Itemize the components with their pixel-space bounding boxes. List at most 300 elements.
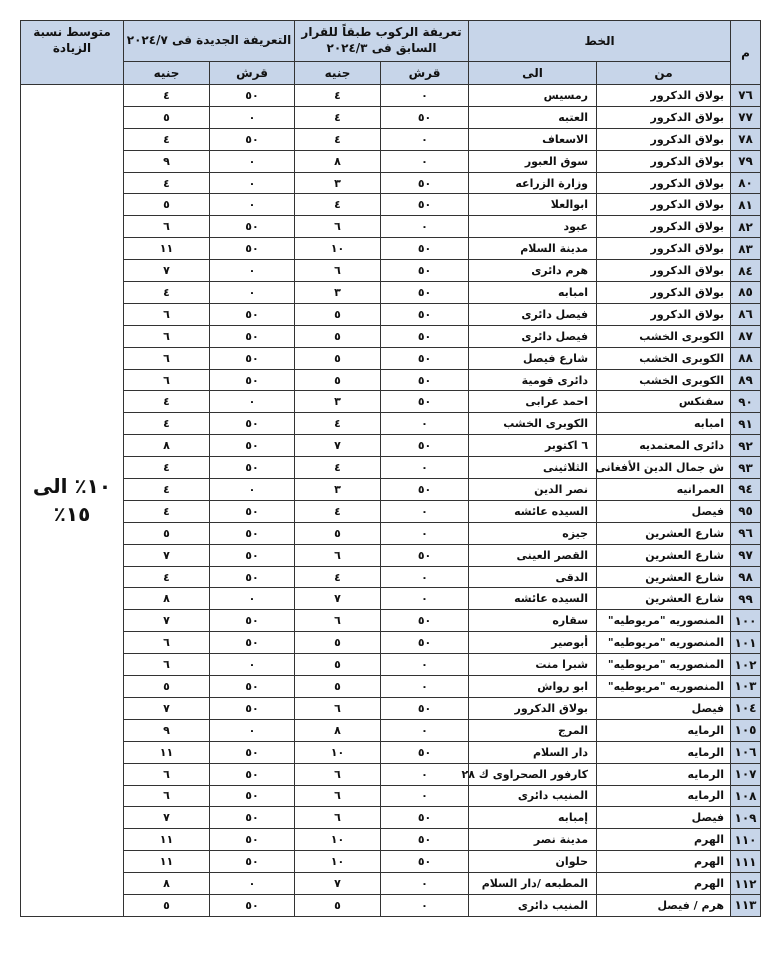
new-fare-piaster: ٥٠ (210, 369, 295, 391)
route-to: مدينة السلام (469, 238, 597, 260)
fare-table (20, 20, 761, 917)
old-fare-pound: ٣ (295, 172, 381, 194)
table-row (21, 500, 761, 522)
table-row (21, 894, 761, 916)
old-fare-piaster: ٠ (381, 566, 469, 588)
old-fare-piaster: ٠ (381, 128, 469, 150)
route-to: الثلاثينى (469, 457, 597, 479)
route-to: الاسعاف (469, 128, 597, 150)
row-number: ١٠٧ (731, 763, 761, 785)
old-fare-pound: ٦ (295, 785, 381, 807)
route-from: المنصوريه "مريوطيه" (597, 632, 731, 654)
new-fare-piaster: ٠ (210, 391, 295, 413)
new-fare-piaster: ٠ (210, 873, 295, 895)
old-fare-pound: ٨ (295, 719, 381, 741)
old-fare-pound: ٥ (295, 522, 381, 544)
route-from: الرمايه (597, 741, 731, 763)
table-row (21, 654, 761, 676)
route-to: دائرى قومية (469, 369, 597, 391)
new-fare-pound: ٤ (124, 457, 210, 479)
new-fare-piaster: ٥٠ (210, 522, 295, 544)
old-fare-pound: ٥ (295, 654, 381, 676)
new-fare-pound: ٥ (124, 194, 210, 216)
old-fare-pound: ٥ (295, 676, 381, 698)
old-fare-pound: ٤ (295, 413, 381, 435)
new-fare-piaster: ٥٠ (210, 566, 295, 588)
old-fare-piaster: ٥٠ (381, 238, 469, 260)
route-from: بولاق الدكرور (597, 128, 731, 150)
row-number: ١٠٩ (731, 807, 761, 829)
route-to: مدينة نصر (469, 829, 597, 851)
old-fare-pound: ٦ (295, 763, 381, 785)
route-from: شارع العشرين (597, 588, 731, 610)
row-number: ٩٥ (731, 500, 761, 522)
table-row (21, 610, 761, 632)
table-row (21, 697, 761, 719)
route-to: العتبه (469, 106, 597, 128)
row-number: ٨٨ (731, 347, 761, 369)
old-fare-pound: ٤ (295, 128, 381, 150)
old-fare-piaster: ٥٠ (381, 479, 469, 501)
row-number: ٨٥ (731, 282, 761, 304)
new-fare-pound: ٦ (124, 654, 210, 676)
new-fare-piaster: ٥٠ (210, 697, 295, 719)
new-fare-pound: ٧ (124, 544, 210, 566)
row-number: ١١١ (731, 851, 761, 873)
fare-table-body (21, 85, 761, 917)
old-fare-pound: ٧ (295, 588, 381, 610)
old-fare-pound: ٥ (295, 325, 381, 347)
old-fare-piaster: ٥٠ (381, 282, 469, 304)
route-to: فيصل دائرى (469, 303, 597, 325)
route-from: بولاق الدكرور (597, 106, 731, 128)
route-to: الدقى (469, 566, 597, 588)
route-from: امبابه (597, 413, 731, 435)
route-from: بولاق الدكرور (597, 194, 731, 216)
new-fare-piaster: ٥٠ (210, 763, 295, 785)
header-num: م (731, 21, 761, 85)
new-fare-piaster: ٠ (210, 719, 295, 741)
route-to: ابو رواش (469, 676, 597, 698)
route-to: وزارة الزراعه (469, 172, 597, 194)
new-fare-piaster: ٥٠ (210, 500, 295, 522)
old-fare-piaster: ٥٠ (381, 369, 469, 391)
table-row (21, 807, 761, 829)
table-row (21, 150, 761, 172)
new-fare-pound: ٨ (124, 873, 210, 895)
old-fare-piaster: ٥٠ (381, 544, 469, 566)
route-to: القصر العينى (469, 544, 597, 566)
row-number: ٧٦ (731, 85, 761, 107)
new-fare-piaster: ٠ (210, 172, 295, 194)
old-fare-pound: ٥ (295, 632, 381, 654)
row-number: ٨٩ (731, 369, 761, 391)
new-fare-piaster: ٠ (210, 282, 295, 304)
new-fare-pound: ٤ (124, 413, 210, 435)
old-fare-piaster: ٠ (381, 894, 469, 916)
row-number: ٩٦ (731, 522, 761, 544)
row-number: ٨٠ (731, 172, 761, 194)
old-fare-piaster: ٥٠ (381, 391, 469, 413)
table-row (21, 676, 761, 698)
route-from: الكوبرى الخشب (597, 369, 731, 391)
new-fare-piaster: ٠ (210, 260, 295, 282)
new-fare-pound: ٤ (124, 282, 210, 304)
old-fare-piaster: ٠ (381, 676, 469, 698)
old-fare-pound: ٤ (295, 194, 381, 216)
route-from: هرم / فيصل (597, 894, 731, 916)
old-fare-piaster: ٠ (381, 873, 469, 895)
route-from: الهرم (597, 829, 731, 851)
table-row (21, 282, 761, 304)
new-fare-piaster: ٥٠ (210, 610, 295, 632)
new-fare-piaster: ٥٠ (210, 347, 295, 369)
header-to: الى (469, 62, 597, 85)
old-fare-piaster: ٠ (381, 413, 469, 435)
old-fare-pound: ١٠ (295, 851, 381, 873)
new-fare-piaster: ٥٠ (210, 325, 295, 347)
route-from: دائرى المعتمديه (597, 435, 731, 457)
route-from: بولاق الدكرور (597, 85, 731, 107)
old-fare-piaster: ٥٠ (381, 829, 469, 851)
old-fare-piaster: ٥٠ (381, 851, 469, 873)
header-line: الخط (469, 21, 731, 62)
route-to: احمد عرابى (469, 391, 597, 413)
old-fare-piaster: ٠ (381, 763, 469, 785)
row-number: ٨٢ (731, 216, 761, 238)
row-number: ٩٠ (731, 391, 761, 413)
row-number: ١٠١ (731, 632, 761, 654)
new-fare-pound: ٥ (124, 894, 210, 916)
route-to: كارفور الصحراوى ك ٢٨ (469, 763, 597, 785)
old-fare-piaster: ٥٠ (381, 172, 469, 194)
old-fare-pound: ٤ (295, 500, 381, 522)
old-fare-pound: ٦ (295, 807, 381, 829)
new-fare-pound: ٤ (124, 479, 210, 501)
old-fare-piaster: ٠ (381, 522, 469, 544)
route-to: رمسيس (469, 85, 597, 107)
route-from: الكوبرى الخشب (597, 347, 731, 369)
route-to: المنيب دائرى (469, 894, 597, 916)
route-to: نصر الدين (469, 479, 597, 501)
table-row (21, 479, 761, 501)
new-fare-pound: ٧ (124, 697, 210, 719)
table-row (21, 303, 761, 325)
table-row (21, 873, 761, 895)
old-fare-pound: ٦ (295, 260, 381, 282)
new-fare-piaster: ٥٠ (210, 741, 295, 763)
new-fare-pound: ٥ (124, 106, 210, 128)
new-fare-piaster: ٥٠ (210, 435, 295, 457)
table-row (21, 544, 761, 566)
route-to: ٦ اكتوبر (469, 435, 597, 457)
row-number: ١٠٣ (731, 676, 761, 698)
new-fare-pound: ١١ (124, 238, 210, 260)
header-from: من (597, 62, 731, 85)
table-row (21, 851, 761, 873)
old-fare-piaster: ٠ (381, 500, 469, 522)
table-row (21, 260, 761, 282)
route-from: الهرم (597, 873, 731, 895)
table-row (21, 369, 761, 391)
table-row (21, 325, 761, 347)
route-from: بولاق الدكرور (597, 282, 731, 304)
old-fare-piaster: ٠ (381, 785, 469, 807)
header-new-fare: التعريفة الجديدة فى ٢٠٢٤/٧ (124, 21, 295, 62)
old-fare-piaster: ٥٠ (381, 303, 469, 325)
new-fare-piaster: ٠ (210, 479, 295, 501)
old-fare-pound: ٥ (295, 369, 381, 391)
row-number: ٧٧ (731, 106, 761, 128)
table-row (21, 763, 761, 785)
route-to: شارع فيصل (469, 347, 597, 369)
old-fare-piaster: ٥٠ (381, 610, 469, 632)
table-row (21, 216, 761, 238)
new-fare-piaster: ٥٠ (210, 128, 295, 150)
new-fare-piaster: ٠ (210, 150, 295, 172)
table-row (21, 632, 761, 654)
new-fare-piaster: ٥٠ (210, 785, 295, 807)
new-fare-pound: ٤ (124, 566, 210, 588)
route-to: الكوبرى الخشب (469, 413, 597, 435)
new-fare-piaster: ٥٠ (210, 676, 295, 698)
new-fare-piaster: ٠ (210, 588, 295, 610)
row-number: ٨١ (731, 194, 761, 216)
route-from: المنصوريه "مريوطيه" (597, 654, 731, 676)
old-fare-piaster: ٠ (381, 719, 469, 741)
route-to: المنيب دائرى (469, 785, 597, 807)
new-fare-piaster: ٥٠ (210, 303, 295, 325)
new-fare-pound: ٧ (124, 610, 210, 632)
route-from: المنصوريه "مريوطيه" (597, 676, 731, 698)
old-fare-piaster: ٠ (381, 457, 469, 479)
old-fare-piaster: ٥٠ (381, 697, 469, 719)
new-fare-piaster: ٥٠ (210, 457, 295, 479)
row-number: ٩٤ (731, 479, 761, 501)
route-from: بولاق الدكرور (597, 216, 731, 238)
new-fare-piaster: ٥٠ (210, 216, 295, 238)
row-number: ١٠٨ (731, 785, 761, 807)
old-fare-piaster: ٥٠ (381, 260, 469, 282)
route-from: بولاق الدكرور (597, 238, 731, 260)
header-old-fare: تعريفة الركوب طبقاً للقرار السابق فى ٢٠٢٤/٣ (295, 21, 469, 62)
old-fare-pound: ١٠ (295, 741, 381, 763)
table-row (21, 128, 761, 150)
new-fare-piaster: ٥٠ (210, 85, 295, 107)
table-row (21, 719, 761, 741)
row-number: ٨٣ (731, 238, 761, 260)
old-fare-pound: ٨ (295, 150, 381, 172)
route-to: ابوالعلا (469, 194, 597, 216)
old-fare-piaster: ٠ (381, 85, 469, 107)
route-from: بولاق الدكرور (597, 150, 731, 172)
route-to: بولاق الدكرور (469, 697, 597, 719)
route-to: المطبعه /دار السلام (469, 873, 597, 895)
old-fare-piaster: ٥٠ (381, 632, 469, 654)
old-fare-pound: ٣ (295, 479, 381, 501)
row-number: ١١٣ (731, 894, 761, 916)
route-to: جيزه (469, 522, 597, 544)
old-fare-piaster: ٥٠ (381, 194, 469, 216)
old-fare-pound: ٦ (295, 544, 381, 566)
row-number: ١٠٤ (731, 697, 761, 719)
table-row (21, 391, 761, 413)
row-number: ١٠٢ (731, 654, 761, 676)
new-fare-pound: ١١ (124, 851, 210, 873)
row-number: ٩١ (731, 413, 761, 435)
route-from: بولاق الدكرور (597, 260, 731, 282)
row-number: ٩٣ (731, 457, 761, 479)
row-number: ٨٧ (731, 325, 761, 347)
old-fare-pound: ٤ (295, 85, 381, 107)
new-fare-pound: ٤ (124, 85, 210, 107)
new-fare-pound: ٩ (124, 150, 210, 172)
route-from: فيصل (597, 697, 731, 719)
old-fare-piaster: ٥٠ (381, 741, 469, 763)
new-fare-pound: ١١ (124, 741, 210, 763)
new-fare-piaster: ٥٠ (210, 544, 295, 566)
route-from: شارع العشرين (597, 566, 731, 588)
new-fare-pound: ٧ (124, 260, 210, 282)
old-fare-piaster: ٥٠ (381, 807, 469, 829)
new-fare-pound: ٥ (124, 522, 210, 544)
table-row (21, 566, 761, 588)
row-number: ٨٤ (731, 260, 761, 282)
route-from: سفنكس (597, 391, 731, 413)
table-row (21, 588, 761, 610)
route-to: سقاره (469, 610, 597, 632)
new-fare-piaster: ٥٠ (210, 413, 295, 435)
old-fare-piaster: ٠ (381, 654, 469, 676)
route-from: بولاق الدكرور (597, 303, 731, 325)
new-fare-piaster: ٥٠ (210, 632, 295, 654)
table-row (21, 522, 761, 544)
header-new-piaster: قرش (210, 62, 295, 85)
route-to: أبوصير (469, 632, 597, 654)
new-fare-pound: ٧ (124, 807, 210, 829)
route-from: الرمايه (597, 785, 731, 807)
new-fare-pound: ٨ (124, 435, 210, 457)
route-from: العمرانيه (597, 479, 731, 501)
route-from: بولاق الدكرور (597, 172, 731, 194)
row-number: ١٠٥ (731, 719, 761, 741)
route-from: المنصوريه "مريوطيه" (597, 610, 731, 632)
table-row (21, 457, 761, 479)
route-from: فيصل (597, 807, 731, 829)
table-row (21, 347, 761, 369)
new-fare-pound: ٦ (124, 369, 210, 391)
old-fare-piaster: ٥٠ (381, 106, 469, 128)
row-number: ١١٢ (731, 873, 761, 895)
route-to: امبابه (469, 282, 597, 304)
route-from: الكوبرى الخشب (597, 325, 731, 347)
new-fare-pound: ٦ (124, 763, 210, 785)
new-fare-piaster: ٥٠ (210, 807, 295, 829)
route-from: شارع العشرين (597, 544, 731, 566)
old-fare-pound: ٦ (295, 697, 381, 719)
route-to: المرج (469, 719, 597, 741)
route-from: شارع العشرين (597, 522, 731, 544)
row-number: ٨٦ (731, 303, 761, 325)
row-number: ١٠٦ (731, 741, 761, 763)
route-from: الرمايه (597, 763, 731, 785)
old-fare-pound: ٥ (295, 894, 381, 916)
row-number: ٩٨ (731, 566, 761, 588)
route-to: فيصل دائرى (469, 325, 597, 347)
table-row (21, 785, 761, 807)
route-from: ش جمال الدين الأفغانى (597, 457, 731, 479)
new-fare-pound: ٩ (124, 719, 210, 741)
new-fare-pound: ٦ (124, 632, 210, 654)
table-row (21, 85, 761, 107)
new-fare-pound: ٥ (124, 676, 210, 698)
row-number: ٧٩ (731, 150, 761, 172)
new-fare-pound: ٤ (124, 391, 210, 413)
route-to: السيده عائشه (469, 588, 597, 610)
old-fare-piaster: ٠ (381, 216, 469, 238)
header-old-piaster: قرش (381, 62, 469, 85)
old-fare-pound: ٤ (295, 106, 381, 128)
old-fare-pound: ٣ (295, 282, 381, 304)
old-fare-piaster: ٥٠ (381, 347, 469, 369)
old-fare-pound: ٦ (295, 610, 381, 632)
table-row (21, 194, 761, 216)
avg-increase-value: ١٠٪ الى ١٥٪ (21, 85, 124, 917)
new-fare-piaster: ٥٠ (210, 851, 295, 873)
route-to: إمبابه (469, 807, 597, 829)
route-to: شبرا منت (469, 654, 597, 676)
old-fare-pound: ٣ (295, 391, 381, 413)
row-number: ٩٧ (731, 544, 761, 566)
old-fare-pound: ٤ (295, 457, 381, 479)
row-number: ١٠٠ (731, 610, 761, 632)
old-fare-pound: ٤ (295, 566, 381, 588)
route-to: حلوان (469, 851, 597, 873)
new-fare-pound: ٦ (124, 325, 210, 347)
old-fare-piaster: ٠ (381, 150, 469, 172)
new-fare-piaster: ٠ (210, 194, 295, 216)
old-fare-pound: ٧ (295, 873, 381, 895)
route-to: هرم دائرى (469, 260, 597, 282)
new-fare-pound: ٨ (124, 588, 210, 610)
route-to: دار السلام (469, 741, 597, 763)
route-to: عبود (469, 216, 597, 238)
new-fare-pound: ١١ (124, 829, 210, 851)
table-row (21, 238, 761, 260)
header-avg-increase: متوسط نسبة الزيادة (21, 21, 124, 85)
old-fare-pound: ١٠ (295, 829, 381, 851)
row-number: ٩٢ (731, 435, 761, 457)
old-fare-pound: ١٠ (295, 238, 381, 260)
new-fare-piaster: ٠ (210, 106, 295, 128)
new-fare-pound: ٦ (124, 216, 210, 238)
new-fare-pound: ٤ (124, 128, 210, 150)
table-row (21, 172, 761, 194)
header-new-pound: جنيه (124, 62, 210, 85)
row-number: ١١٠ (731, 829, 761, 851)
old-fare-piaster: ٥٠ (381, 325, 469, 347)
old-fare-piaster: ٥٠ (381, 435, 469, 457)
fare-table-container (20, 20, 757, 917)
new-fare-pound: ٦ (124, 785, 210, 807)
table-row (21, 106, 761, 128)
old-fare-pound: ٧ (295, 435, 381, 457)
new-fare-pound: ٦ (124, 347, 210, 369)
row-number: ٩٩ (731, 588, 761, 610)
new-fare-piaster: ٥٠ (210, 829, 295, 851)
new-fare-pound: ٤ (124, 172, 210, 194)
header-old-pound: جنيه (295, 62, 381, 85)
